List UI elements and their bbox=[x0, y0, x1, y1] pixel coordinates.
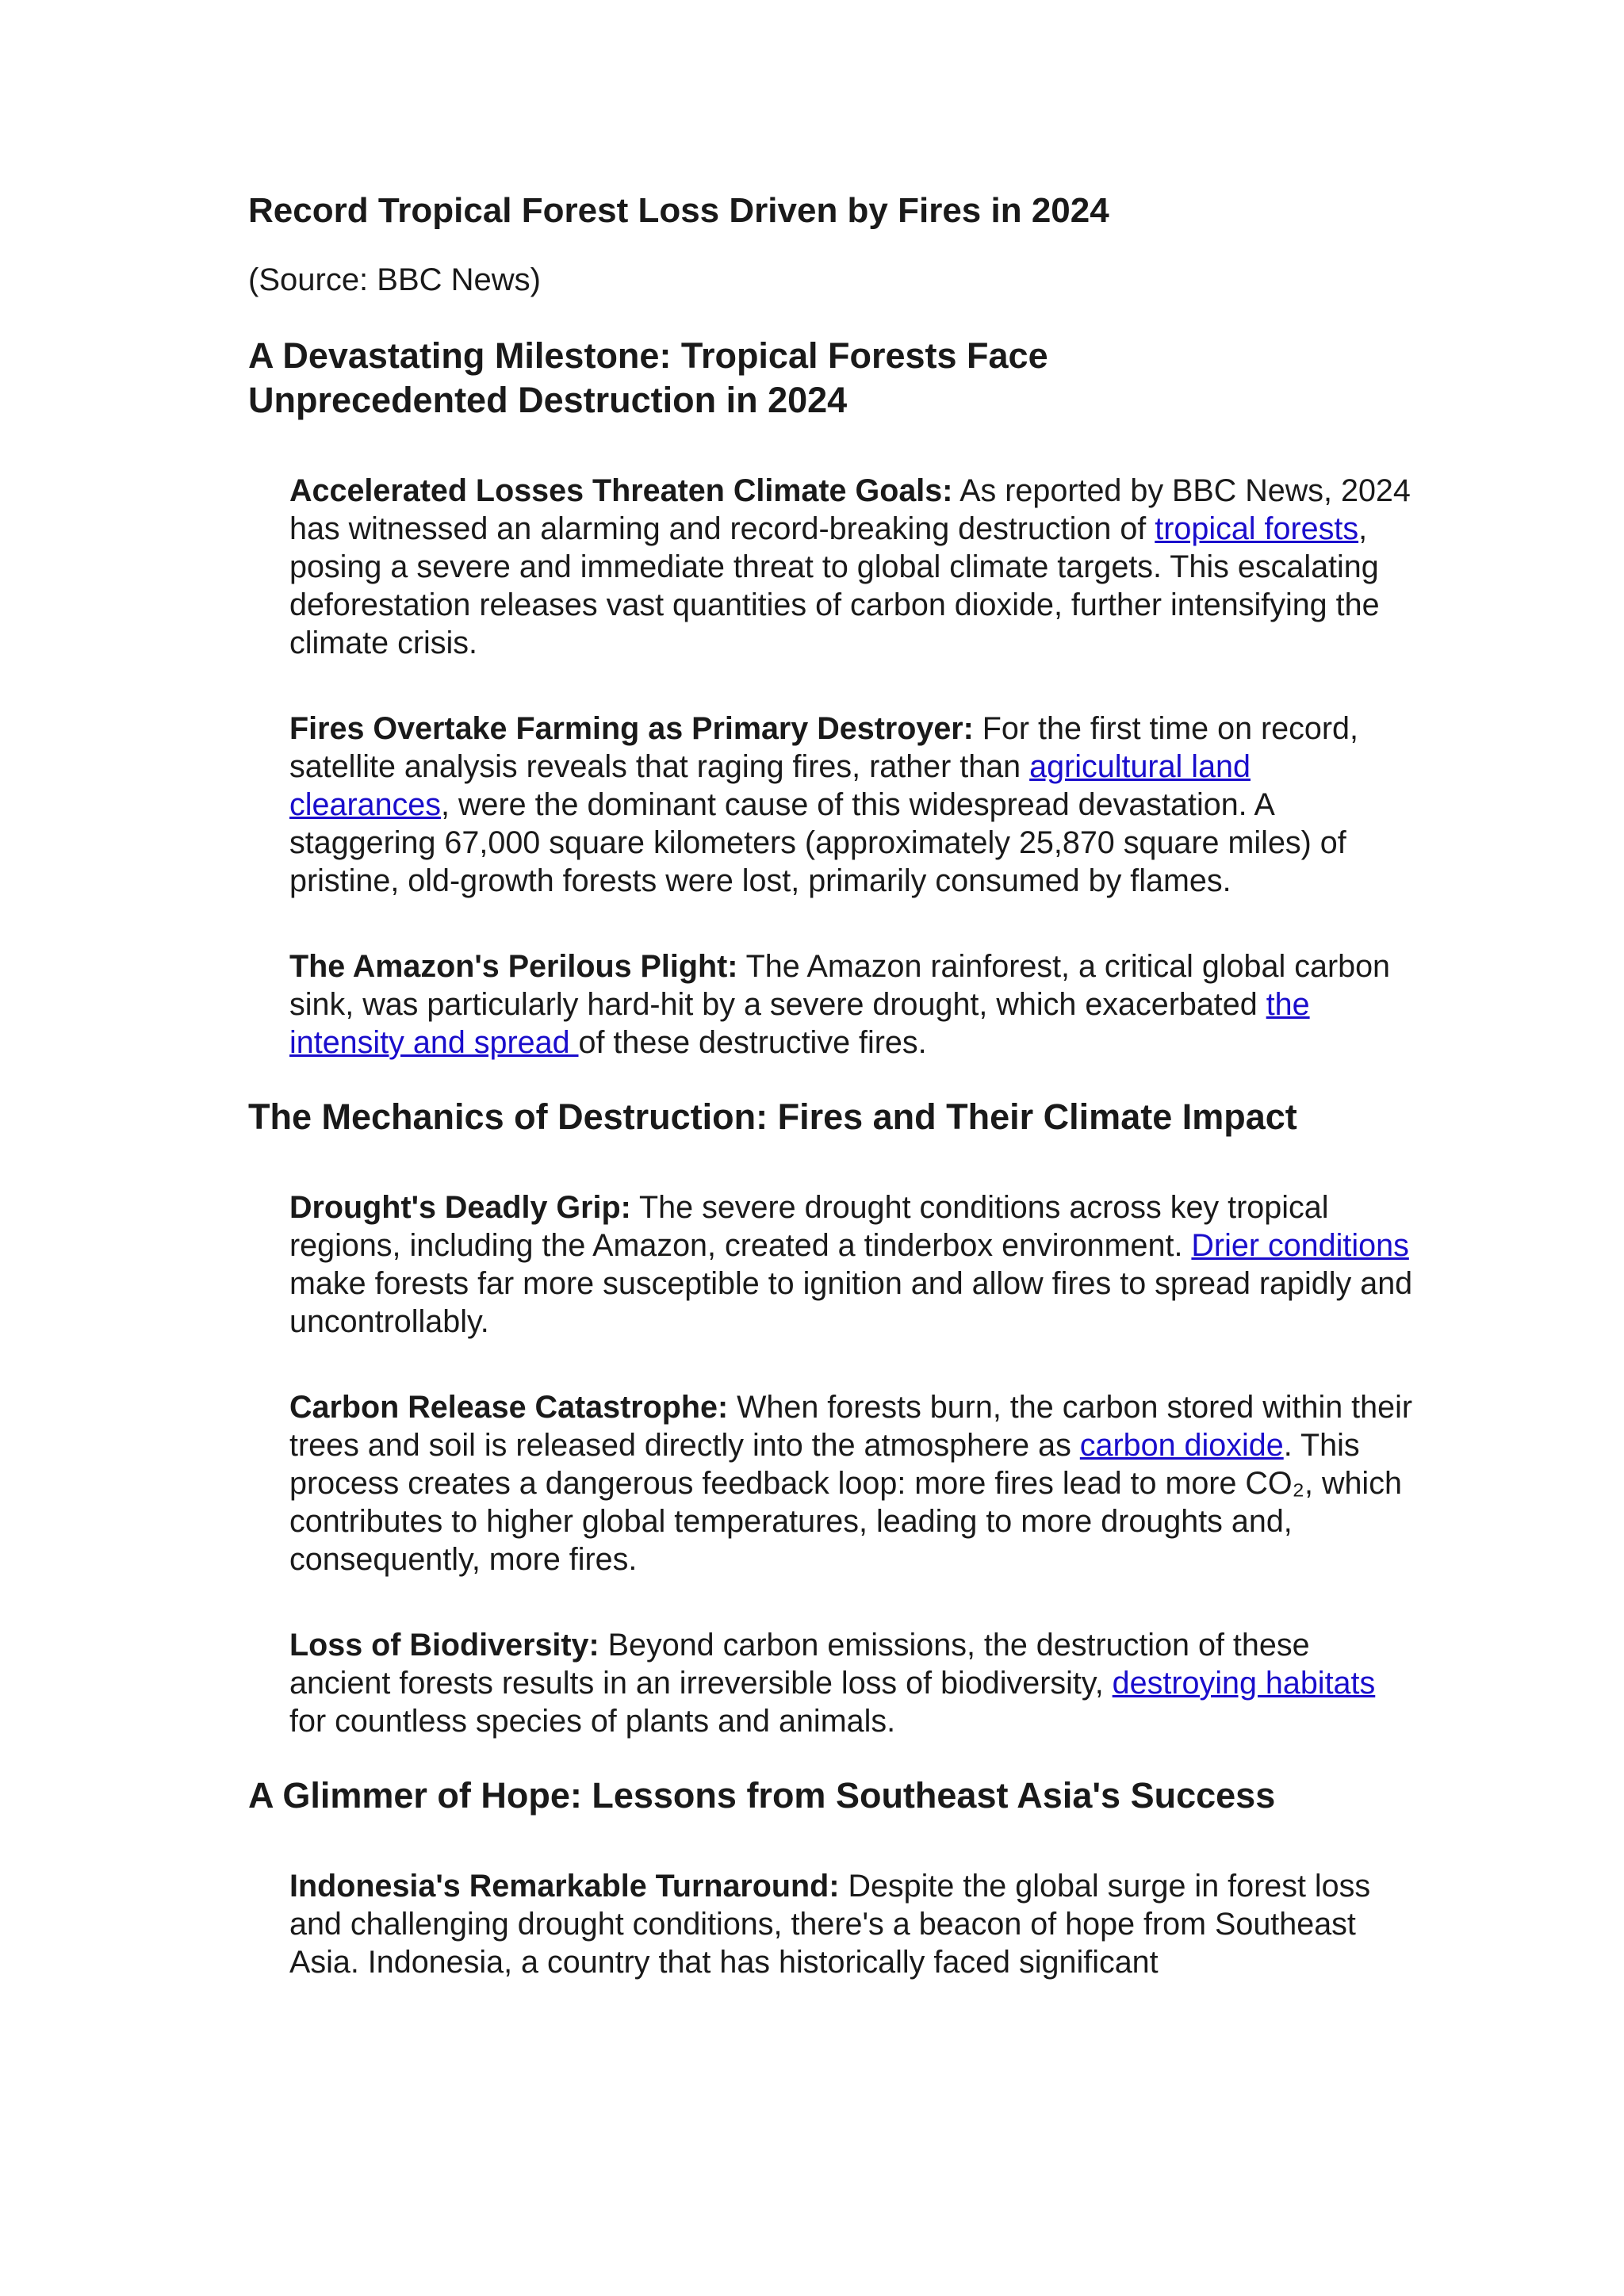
paragraph-text: , were the dominant cause of this widespread devastation. A staggering 67,000 square kilometers (approximately 25,870 square miles) of pristine, old-growth forests were lost, primarily consumed by flames. bbox=[289, 786, 1346, 898]
section-devastating-milestone bbox=[248, 334, 1411, 1062]
paragraph-amazon-plight bbox=[289, 947, 1415, 1062]
paragraph-label: Accelerated Losses Threaten Climate Goals: bbox=[289, 473, 953, 508]
paragraph-text: for countless species of plants and animals. bbox=[289, 1703, 896, 1739]
paragraph-carbon-release bbox=[289, 1388, 1415, 1578]
paragraph-fires-overtake-farming bbox=[289, 710, 1415, 900]
paragraph-label: The Amazon's Perilous Plight: bbox=[289, 948, 738, 984]
section-heading-line: Unprecedented Destruction in 2024 bbox=[248, 379, 848, 420]
paragraph-label: Loss of Biodiversity: bbox=[289, 1627, 599, 1663]
paragraph-text: For the first time on record, satellite analysis reveals that raging fires, rather than bbox=[289, 710, 1358, 784]
paragraph-text: . This process creates a dangerous feedback loop: more fires lead to more CO₂, which contributes to higher global temperatures, leading to more droughts and, consequently, more fires. bbox=[289, 1427, 1402, 1577]
document-page bbox=[248, 190, 1413, 1981]
source-line: (Source: BBC News) bbox=[248, 262, 541, 297]
section-heading bbox=[248, 334, 1406, 423]
paragraph-text: The severe drought conditions across key tropical regions, including the Amazon, created a tinderbox environment. bbox=[289, 1189, 1329, 1263]
paragraph-text: Beyond carbon emissions, the destruction of these ancient forests results in an irreversible loss of biodiversity, bbox=[289, 1627, 1310, 1701]
paragraph-indonesia-turnaround bbox=[289, 1867, 1415, 1981]
paragraph-label: Drought's Deadly Grip: bbox=[289, 1189, 631, 1225]
destroying-habitats-link[interactable]: destroying habitats bbox=[1112, 1665, 1376, 1701]
drier-conditions-link[interactable]: Drier conditions bbox=[1191, 1227, 1409, 1263]
paragraph-text: The Amazon rainforest, a critical global carbon sink, was particularly hard-hit by a severe drought, which exacerbated bbox=[289, 948, 1391, 1022]
paragraph-label: Carbon Release Catastrophe: bbox=[289, 1389, 729, 1425]
section-glimmer-of-hope bbox=[248, 1774, 1406, 1981]
paragraph-droughts-deadly-grip bbox=[289, 1188, 1415, 1341]
paragraph-accelerated-losses bbox=[289, 472, 1415, 662]
paragraph-label: Indonesia's Remarkable Turnaround: bbox=[289, 1868, 840, 1904]
paragraph-text: As reported by BBC News, 2024 has witnessed an alarming and record-breaking destruction of bbox=[289, 473, 1411, 546]
agricultural-land-clearances-link[interactable]: agricultural land clearances bbox=[289, 748, 1251, 822]
paragraph-text: of these destructive fires. bbox=[578, 1024, 927, 1060]
paragraph-label: Fires Overtake Farming as Primary Destroyer: bbox=[289, 710, 974, 746]
section-heading: The Mechanics of Destruction: Fires and Their Climate Impact bbox=[248, 1096, 1297, 1137]
paragraph-text: make forests far more susceptible to ignition and allow fires to spread rapidly and uncontrollably. bbox=[289, 1265, 1413, 1339]
paragraph-loss-of-biodiversity bbox=[289, 1626, 1415, 1740]
tropical-forests-link[interactable]: tropical forests bbox=[1155, 511, 1359, 546]
carbon-dioxide-link[interactable]: carbon dioxide bbox=[1079, 1427, 1284, 1463]
paragraph-text: Despite the global surge in forest loss and challenging drought conditions, there's a beacon of hope from Southeast Asia. Indonesia, a country that has historically faced significant bbox=[289, 1868, 1371, 1980]
section-heading: A Glimmer of Hope: Lessons from Southeast Asia's Success bbox=[248, 1774, 1276, 1816]
section-mechanics-of-destruction bbox=[248, 1095, 1413, 1740]
intensity-and-spread-link[interactable]: the intensity and spread bbox=[289, 986, 1310, 1060]
paragraph-text: When forests burn, the carbon stored within their trees and soil is released directly into the atmosphere as bbox=[289, 1389, 1413, 1463]
section-heading-line: A Devastating Milestone: Tropical Forests Face bbox=[248, 335, 1048, 376]
document-title: Record Tropical Forest Loss Driven by Fires in 2024 bbox=[248, 191, 1109, 230]
paragraph-text: , posing a severe and immediate threat to global climate targets. This escalating deforestation releases vast quantities of carbon dioxide, further intensifying the climate crisis. bbox=[289, 511, 1380, 660]
